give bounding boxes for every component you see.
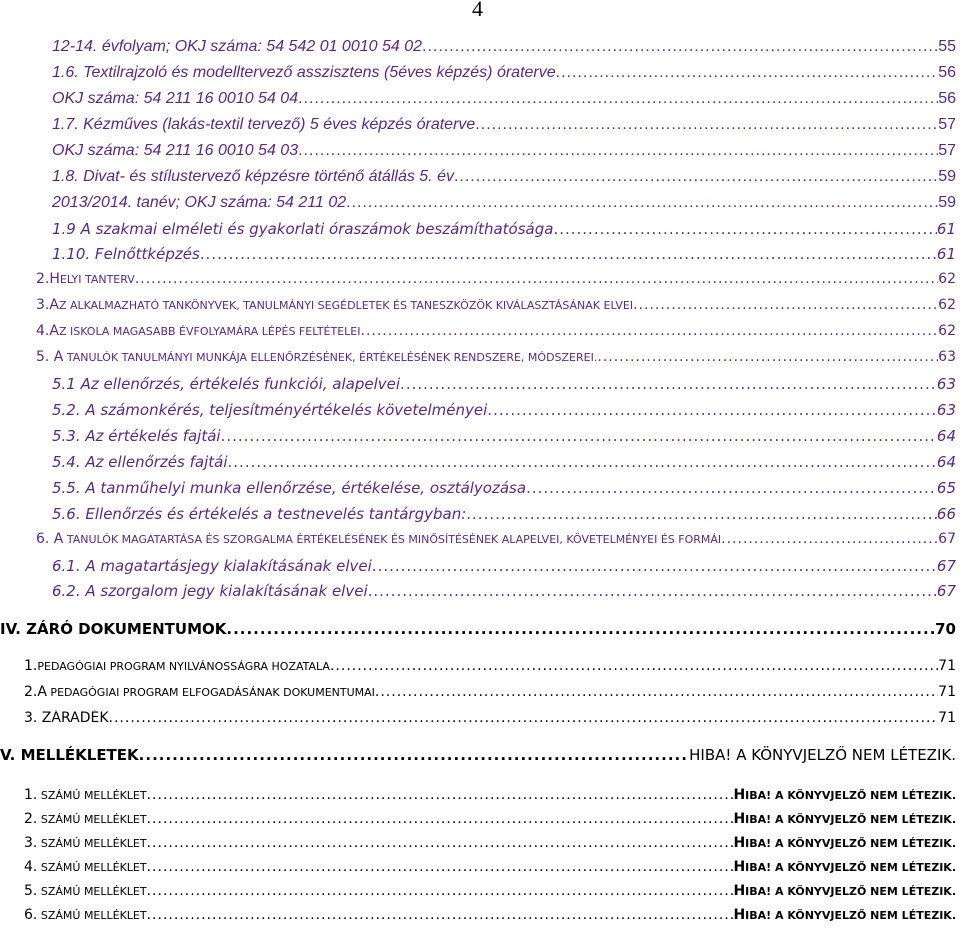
toc-entry-page: 67 [938,531,956,547]
toc-entry-page: 61 [936,245,956,263]
toc-entry-title: OKJ száma: 54 211 16 0010 54 03 [52,142,299,159]
toc-entry-title: 5. A TANULÓK TANULMÁNYI MUNKÁJA ELLENŐRZÉSÉNEK, ÉRTÉKELÉSÉNEK RENDSZERE, MÓDSZEREI. [36,349,598,365]
toc-entry[interactable] [52,557,960,575]
toc-entry-title: 5.2. A számonkérés, teljesítményértékelés követelményei [52,401,488,419]
toc-entry-title: 2. SZÁMÚ MELLÉKLET [24,811,147,827]
toc-entry-page: HIBA! A KÖNYVJELZŐ NEM LÉTEZIK. [733,907,956,923]
toc-entry[interactable] [36,323,960,339]
toc-entry-page: 57 [938,116,956,133]
toc-entry-page: 56 [938,64,956,81]
toc-entry-page: 67 [936,582,956,600]
toc-entry-page: 64 [936,453,956,471]
toc-entry[interactable] [24,835,960,851]
toc-entry[interactable] [24,710,960,726]
toc-entry[interactable] [52,427,960,445]
toc-entry-page: 62 [938,297,956,313]
toc-entry-page: 59 [938,168,956,185]
toc-entry-page: 59 [938,194,956,211]
toc-entry[interactable] [24,658,960,674]
toc-entry-page: 62 [938,323,956,339]
toc-entry-title: 6.1. A magatartásjegy kialakításának elvei [52,557,372,575]
toc-entry-title: 1.6. Textilrajzoló és modelltervező asszisztens (5éves képzés) óraterve [52,64,556,81]
toc-entry[interactable] [52,582,960,600]
page-number: 4 [472,0,483,21]
toc-entry-title: OKJ száma: 54 211 16 0010 54 04 [52,90,299,107]
toc-entry-page: 63 [936,375,956,393]
toc-entry[interactable] [52,142,960,160]
toc-entry[interactable] [52,505,960,523]
toc-entry[interactable] [24,684,960,700]
toc-entry-page: 67 [936,557,956,575]
toc-entry-title: 3.AZ ALKALMAZHATÓ TANKÖNYVEK, TANULMÁNYI SEGÉDLETEK ÉS TANESZKÖZÖK KIVÁLASZTÁSÁNAK ELVEI [36,297,634,313]
toc-entry-title: V. MELLÉKLETEK [0,746,139,764]
toc-entry[interactable] [52,64,960,82]
toc-entry[interactable] [36,349,960,365]
toc-entry-title: 5.4. Az ellenőrzés fajtái [52,453,228,471]
toc-entry-title: 1.8. Divat- és stílustervező képzésre történő átállás 5. év [52,168,454,185]
toc-entry-title: 5.6. Ellenőrzés és értékelés a testnevelés tantárgyban: [52,505,467,523]
toc-entry[interactable] [52,90,960,108]
toc-entry-title: IV. ZÁRÓ DOKUMENTUMOK [0,620,227,638]
toc-entry-title: 6. A TANULÓK MAGATARTÁSA ÉS SZORGALMA ÉRTÉKELÉSÉNEK ÉS MINŐSÍTÉSÉNEK ALAPELVEI, KÖVETELMÉNYEI ÉS FORMÁI [36,531,722,547]
toc-entry[interactable] [24,907,960,923]
toc-entry-title: 4.AZ ISKOLA MAGASABB ÉVFOLYAMÁRA LÉPÉS FELTÉTELEI [36,323,361,339]
toc-entry[interactable] [52,220,960,238]
toc-entry[interactable] [24,883,960,899]
toc-entry-page: HIBA! A KÖNYVJELZŐ NEM LÉTEZIK. [733,883,956,899]
toc-entry-page: 71 [938,710,956,726]
toc-entry[interactable] [52,168,960,186]
toc-entry-page: 56 [938,90,956,107]
toc-entry-title: 5. SZÁMÚ MELLÉKLET [24,883,147,899]
toc-heading[interactable] [0,746,960,764]
toc-entry-page: HIBA! A KÖNYVJELZŐ NEM LÉTEZIK. [733,811,956,827]
toc-entry-page: 65 [936,479,956,497]
toc-entry-title: 3. SZÁMÚ MELLÉKLET [24,835,147,851]
toc-entry-page: 55 [938,38,956,55]
toc-entry-title: 2.HELYI TANTERV [36,271,135,287]
toc-entry-page: 63 [938,349,956,365]
toc-entry-page: 71 [938,684,956,700]
toc-entry[interactable] [24,787,960,803]
toc-entry[interactable] [52,479,960,497]
toc-entry[interactable] [52,401,960,419]
toc-entry-page: 61 [936,220,956,238]
toc-entry-page: 63 [936,401,956,419]
toc-entry-page: 70 [935,620,956,638]
toc-entry-page: 64 [936,427,956,445]
toc-entry-title: 2013/2014. tanév; OKJ száma: 54 211 02 [52,194,347,211]
toc-entry-page: HIBA! A KÖNYVJELZŐ NEM LÉTEZIK. [733,835,956,851]
toc-entry-title: 4. SZÁMÚ MELLÉKLET [24,859,147,875]
toc-entry[interactable] [36,271,960,287]
toc-entry[interactable] [52,116,960,134]
toc-entry-title: 5.1 Az ellenőrzés, értékelés funkciói, alapelvei [52,375,401,393]
toc-entry-page: 71 [938,658,956,674]
toc-entry-title: 12-14. évfolyam; OKJ száma: 54 542 01 0010 54 02 [52,38,423,55]
toc-entry-title: 6. SZÁMÚ MELLÉKLET [24,907,147,923]
toc-entry[interactable] [52,453,960,471]
toc-entry-page: 57 [938,142,956,159]
toc-entry-page: HIBA! A KÖNYVJELZŐ NEM LÉTEZIK. [733,787,956,803]
toc-entry[interactable] [36,531,960,547]
toc-entry[interactable] [36,297,960,313]
toc-entry-page: 66 [936,505,956,523]
toc-entry-title: 1.9 A szakmai elméleti és gyakorlati óraszámok beszámíthatósága [52,220,554,238]
toc-entry[interactable] [24,859,960,875]
toc-entry-title: 5.5. A tanműhelyi munka ellenőrzése, értékelése, osztályozása [52,479,527,497]
toc-entry-title: 1. SZÁMÚ MELLÉKLET [24,787,147,803]
toc-heading[interactable] [0,620,960,638]
toc-entry[interactable] [52,375,960,393]
toc-entry-title: 5.3. Az értékelés fajtái [52,427,221,445]
toc-entry-page: HIBA! A KÖNYVJELZŐ NEM LÉTEZIK. [733,859,956,875]
toc-entry-title: 6.2. A szorgalom jegy kialakításának elvei [52,582,368,600]
toc-entry-title: 1.7. Kézműves (lakás-textil tervező) 5 éves képzés óraterve [52,116,476,133]
toc-entry[interactable] [24,811,960,827]
toc-entry-page: HIBA! A KÖNYVJELZŐ NEM LÉTEZIK. [689,746,956,764]
toc-entry-title: 1.PEDAGÓGIAI PROGRAM NYILVÁNOSSÁGRA HOZATALA [24,658,330,674]
toc-entry-page: 62 [938,271,956,287]
toc-entry[interactable] [52,194,960,212]
toc-entry[interactable] [52,38,960,56]
toc-entry-title: 1.10. Felnőttképzés [52,245,200,263]
toc-entry-title: 2.A PEDAGÓGIAI PROGRAM ELFOGADÁSÁNAK DOKUMENTUMAI [24,684,375,700]
toc-entry-title: 3. ZÁRADÉK [24,710,109,726]
toc-entry[interactable] [52,245,960,263]
